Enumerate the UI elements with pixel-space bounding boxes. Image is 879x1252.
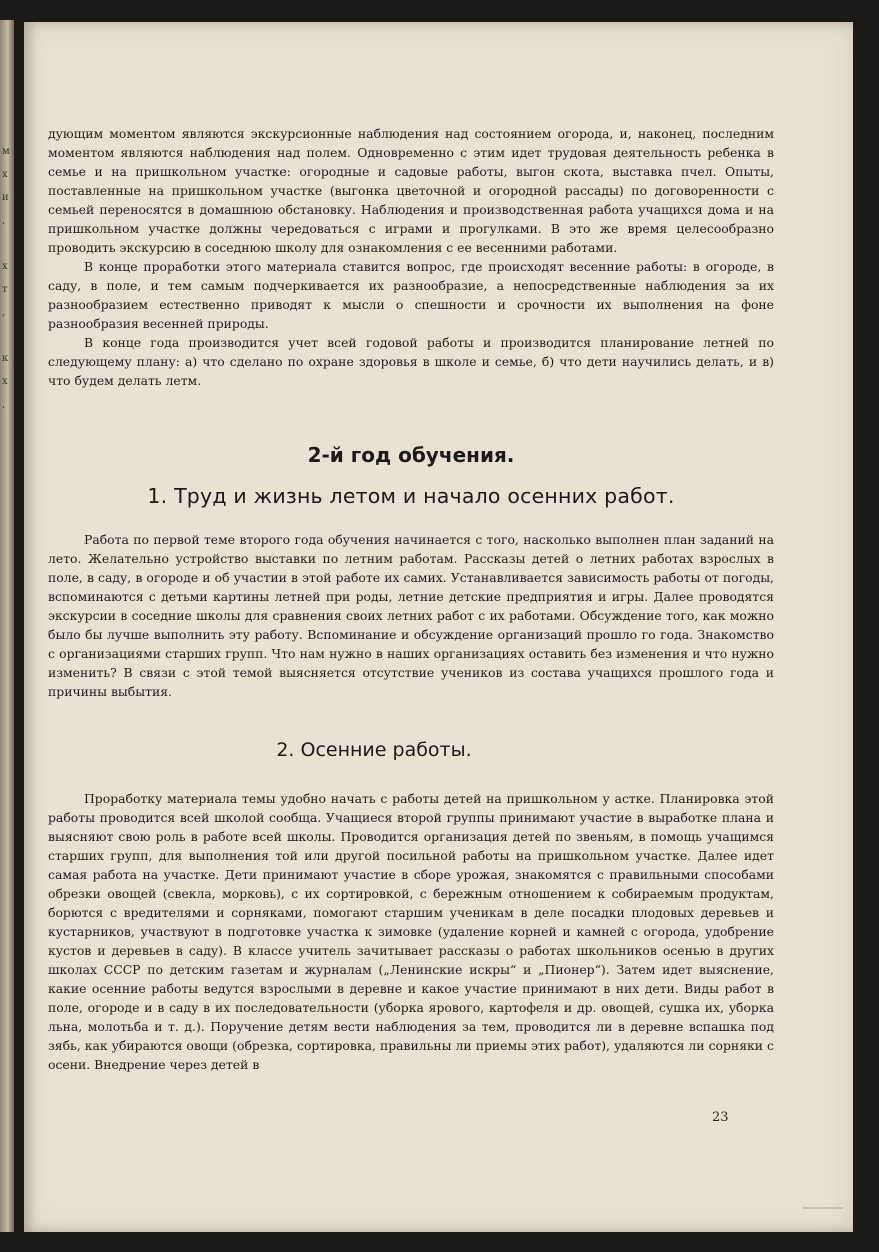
paragraph: Работа по первой теме второго года обучения начинается с того, насколько выполнен план заданий на лето. Желательно устройство выставки по летним работам. Рассказы детей о летних работах взрослых в поле, в саду, в огороде и об участии в этой работе их самих. Устанавливается зависимость работы от погоды, вспоминаются с детьми картины летней при роды, летние детские предприятия и игры. Далее проводятся экскурсии в соседние школы для сравнения своих летних работ с их работами. Обсуждение того, как можно было бы лучше выполнить эту работу. Вспоминание и обсуждение организаций прошло го года. Знакомство с организациями старших групп. Что нам нужно в наших организациях оставить без изменения и что нужно изменить? В связи с этой темой выясняется отсутствие учеников из состава учащихся прошлого года и причины выбытия.	[48, 532, 774, 699]
paragraph: В конце проработки этого материала ставится вопрос, где происходят весенние работы: в огороде, в саду, в поле, и тем самым подчеркивается их разнообразие, а непосредственные наблюдения за их разнообразием естественно приводят к мысли о спешности и срочности их выполнения на фоне разнообразия весенней природы.	[48, 259, 774, 331]
text-block-summer	[48, 530, 774, 701]
paragraph: дующим моментом являются экскурсионные наблюдения над состоянием огорода, и, наконец, последним моментом являются наблюдения над полем. Одновременно с этим идет трудовая деятельность ребенка в семье и на пришкольном участке: огородные и садовые работы, выгон скота, выставка пчел. Опыты, поставленные на пришкольном участке (выгонка цветочной и огородной рассады) по договоренности с семьей переносятся в домашнюю обстановку. Наблюдения и производственная работа учащихся дома и на пришкольном участке должны чередоваться с играми и прогулками. В это же время целесообразно проводить экскурсию в соседнюю школу для ознакомления с ее весенними работами.	[48, 126, 774, 255]
book-page	[24, 22, 853, 1232]
text-block-autumn	[48, 789, 774, 1074]
heading-year-of-study: 2-й год обучения.	[307, 443, 515, 467]
previous-page-marks: м х и , х т , к х ,	[2, 146, 10, 410]
heading-section-summer-work: 1. Труд и жизнь летом и начало осенних работ.	[147, 484, 675, 508]
text-block-intro	[48, 124, 774, 390]
paragraph: В конце года производится учет всей годовой работы и производится планирование летней по следующему плану: а) что сделано по охране здоровья в школе и семье, б) что дети научились делать, и в) что будем делать летм.	[48, 335, 774, 388]
paper-stain	[803, 1207, 843, 1209]
page-number: 23	[712, 1110, 729, 1125]
paragraph: Проработку материала темы удобно начать с работы детей на пришкольном у астке. Планировка этой работы проводится всей школой сообща. Учащиеся второй группы принимают участие в выработке плана и выясняют свою роль в работе всей школы. Проводится организация детей по звеньям, в помощь учащимся старших групп, для выполнения той или другой посильной работы на пришкольном участке. Далее идет самая работа на участке. Дети принимают участие в сборе урожая, знакомятся с правильными способами обрезки овощей (свекла, морковь), с их сортировкой, с бережным отношением к собираемым продуктам, борются с вредителями и сорняками, помогают старшим ученикам в деле посадки плодовых деревьев и кустарников, участвуют в подготовке участка к зимовке (удаление корней и камней с огорода, удобрение кустов и деревьев в саду). В классе учитель зачитывает рассказы о работах школьников осенью в других школах СССР по детским газетам и журналам („Ленинские искры“ и „Пионер“). Затем идет выяснение, какие осенние работы ведутся взрослыми в деревне и какое участие принимают в них дети. Виды работ в поле, огороде и в саду в их последовательности (уборка ярового, картофеля и др. овощей, сушка их, уборка льна, молотьба и т. д.). Поручение детям вести наблюдения за тем, проводится ли в деревне вспашка под зябь, как убираются овощи (обрезка, сортировка, правильны ли приемы этих работ), удаляются ли сорняки с осени. Внедрение через детей в	[48, 791, 774, 1072]
heading-section-autumn-work: 2. Осенние работы.	[276, 739, 472, 761]
previous-page-edge	[0, 20, 14, 1232]
